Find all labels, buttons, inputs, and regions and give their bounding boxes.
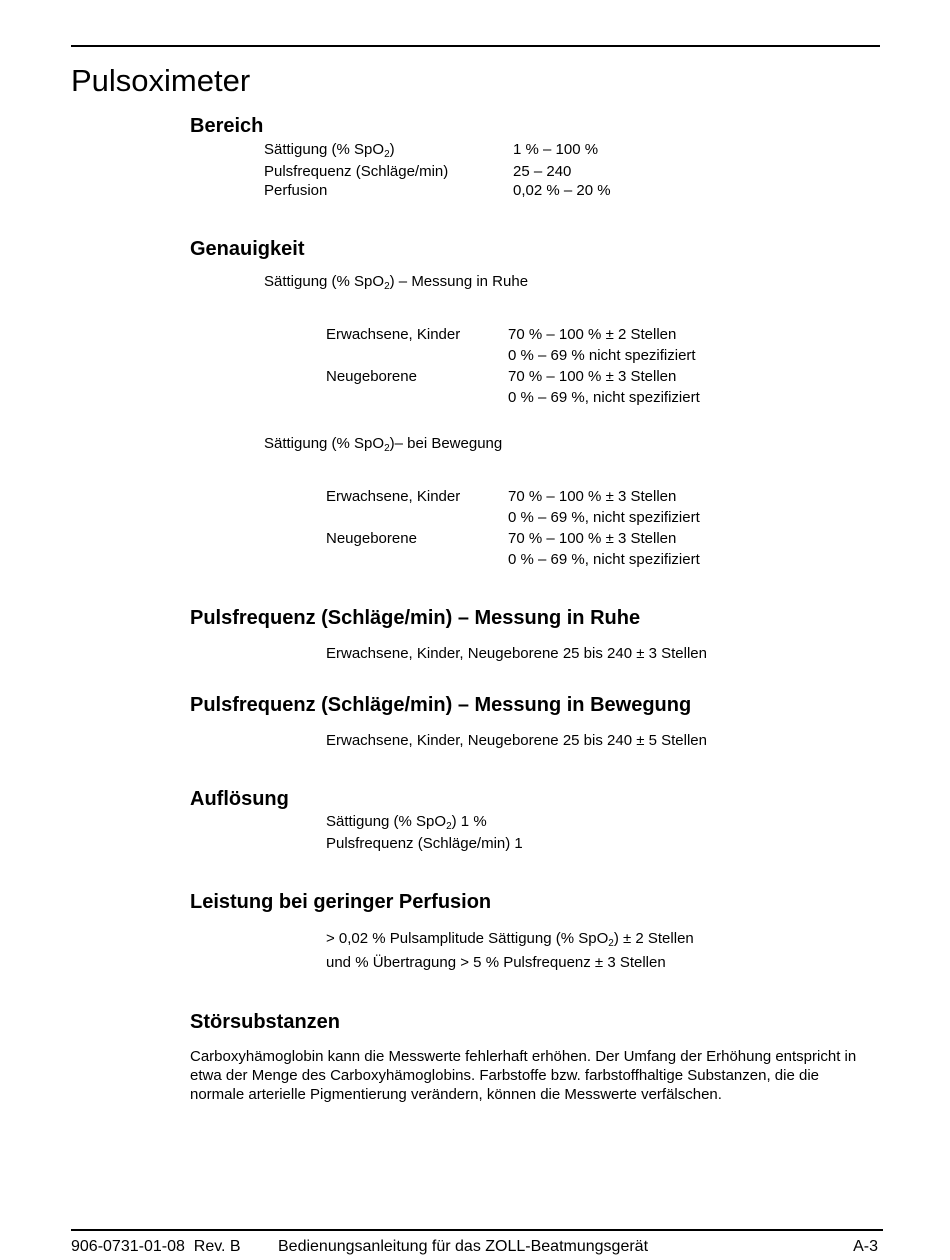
bereich-label-pulsfrequenz: Pulsfrequenz (Schläge/min) [264,163,449,180]
section-heading-stoersubstanzen: Störsubstanzen [190,1011,341,1033]
ruhe-row-label: Neugeborene [326,368,417,385]
footer-rule [71,1229,883,1231]
puls-ruhe-text: Erwachsene, Kinder, Neugeborene 25 bis 240 ± 3 Stellen [326,645,707,662]
section-heading-puls-bewegung: Pulsfrequenz (Schläge/min) – Messung in Bewegung [190,694,692,716]
bereich-value-saettigung: 1 % – 100 % [513,141,599,158]
leistung-line-1: > 0,02 % Pulsamplitude Sättigung (% SpO$_2$) ± 2 Stellen [326,930,694,949]
ruhe-row-value: 70 % – 100 % ± 3 Stellen [508,368,677,385]
stoersubstanzen-paragraph [190,1047,890,1104]
paragraph-line: etwa der Menge des Carboxyhämoglobins. Farbstoffe bzw. farbstoffhaltige Substanzen, die die [190,1067,819,1084]
bereich-value-perfusion: 0,02 % – 20 % [513,182,611,199]
ruhe-row-value: 70 % – 100 % ± 2 Stellen [508,326,677,343]
bewegung-row-label: Erwachsene, Kinder [326,488,461,505]
bewegung-row-value: 70 % – 100 % ± 3 Stellen [508,530,677,547]
leistung-line-2: und % Übertragung > 5 % Pulsfrequenz ± 3 Stellen [326,954,666,971]
section-heading-bereich: Bereich [190,115,264,137]
ruhe-row-value: 0 % – 69 % nicht spezifiziert [508,347,696,364]
bereich-label-perfusion: Perfusion [264,182,328,199]
section-heading-puls-ruhe: Pulsfrequenz (Schläge/min) – Messung in Ruhe [190,607,641,629]
ruhe-row-label: Erwachsene, Kinder [326,326,461,343]
page-title: Pulsoximeter [71,63,251,98]
footer-doc-title: Bedienungsanleitung für das ZOLL-Beatmungsgerät [278,1238,649,1255]
paragraph-line: normale arterielle Pigmentierung verändern, können die Messwerte verfälschen. [190,1086,722,1103]
bewegung-row-label: Neugeborene [326,530,417,547]
section-heading-aufloesung: Auflösung [190,788,289,810]
bereich-label-saettigung: Sättigung (% SpO$_2$) [264,141,395,160]
bewegung-row-value: 0 % – 69 %, nicht spezifiziert [508,551,700,568]
puls-bewegung-text: Erwachsene, Kinder, Neugeborene 25 bis 240 ± 5 Stellen [326,732,707,749]
genauigkeit-ruhe-subheading: Sättigung (% SpO$_2$) – Messung in Ruhe [264,273,529,292]
bereich-value-pulsfrequenz: 25 – 240 [513,163,572,180]
genauigkeit-bewegung-subheading: Sättigung (% SpO$_2$)– bei Bewegung [264,435,503,454]
footer-page-number: A-3 [853,1238,878,1255]
top-rule [71,45,880,47]
ruhe-row-value: 0 % – 69 %, nicht spezifiziert [508,389,700,406]
bewegung-row-value: 0 % – 69 %, nicht spezifiziert [508,509,700,526]
aufloesung-line-saettigung: Sättigung (% SpO$_2$) 1 % [326,813,487,832]
footer-doc-number: 906-0731-01-08 Rev. B [71,1238,241,1255]
aufloesung-line-pulsfrequenz: Pulsfrequenz (Schläge/min) 1 [326,835,523,852]
section-heading-genauigkeit: Genauigkeit [190,238,305,260]
section-heading-leistung: Leistung bei geringer Perfusion [190,891,492,913]
bewegung-row-value: 70 % – 100 % ± 3 Stellen [508,488,677,505]
paragraph-line: Carboxyhämoglobin kann die Messwerte fehlerhaft erhöhen. Der Umfang der Erhöhung entspricht in [190,1048,857,1065]
